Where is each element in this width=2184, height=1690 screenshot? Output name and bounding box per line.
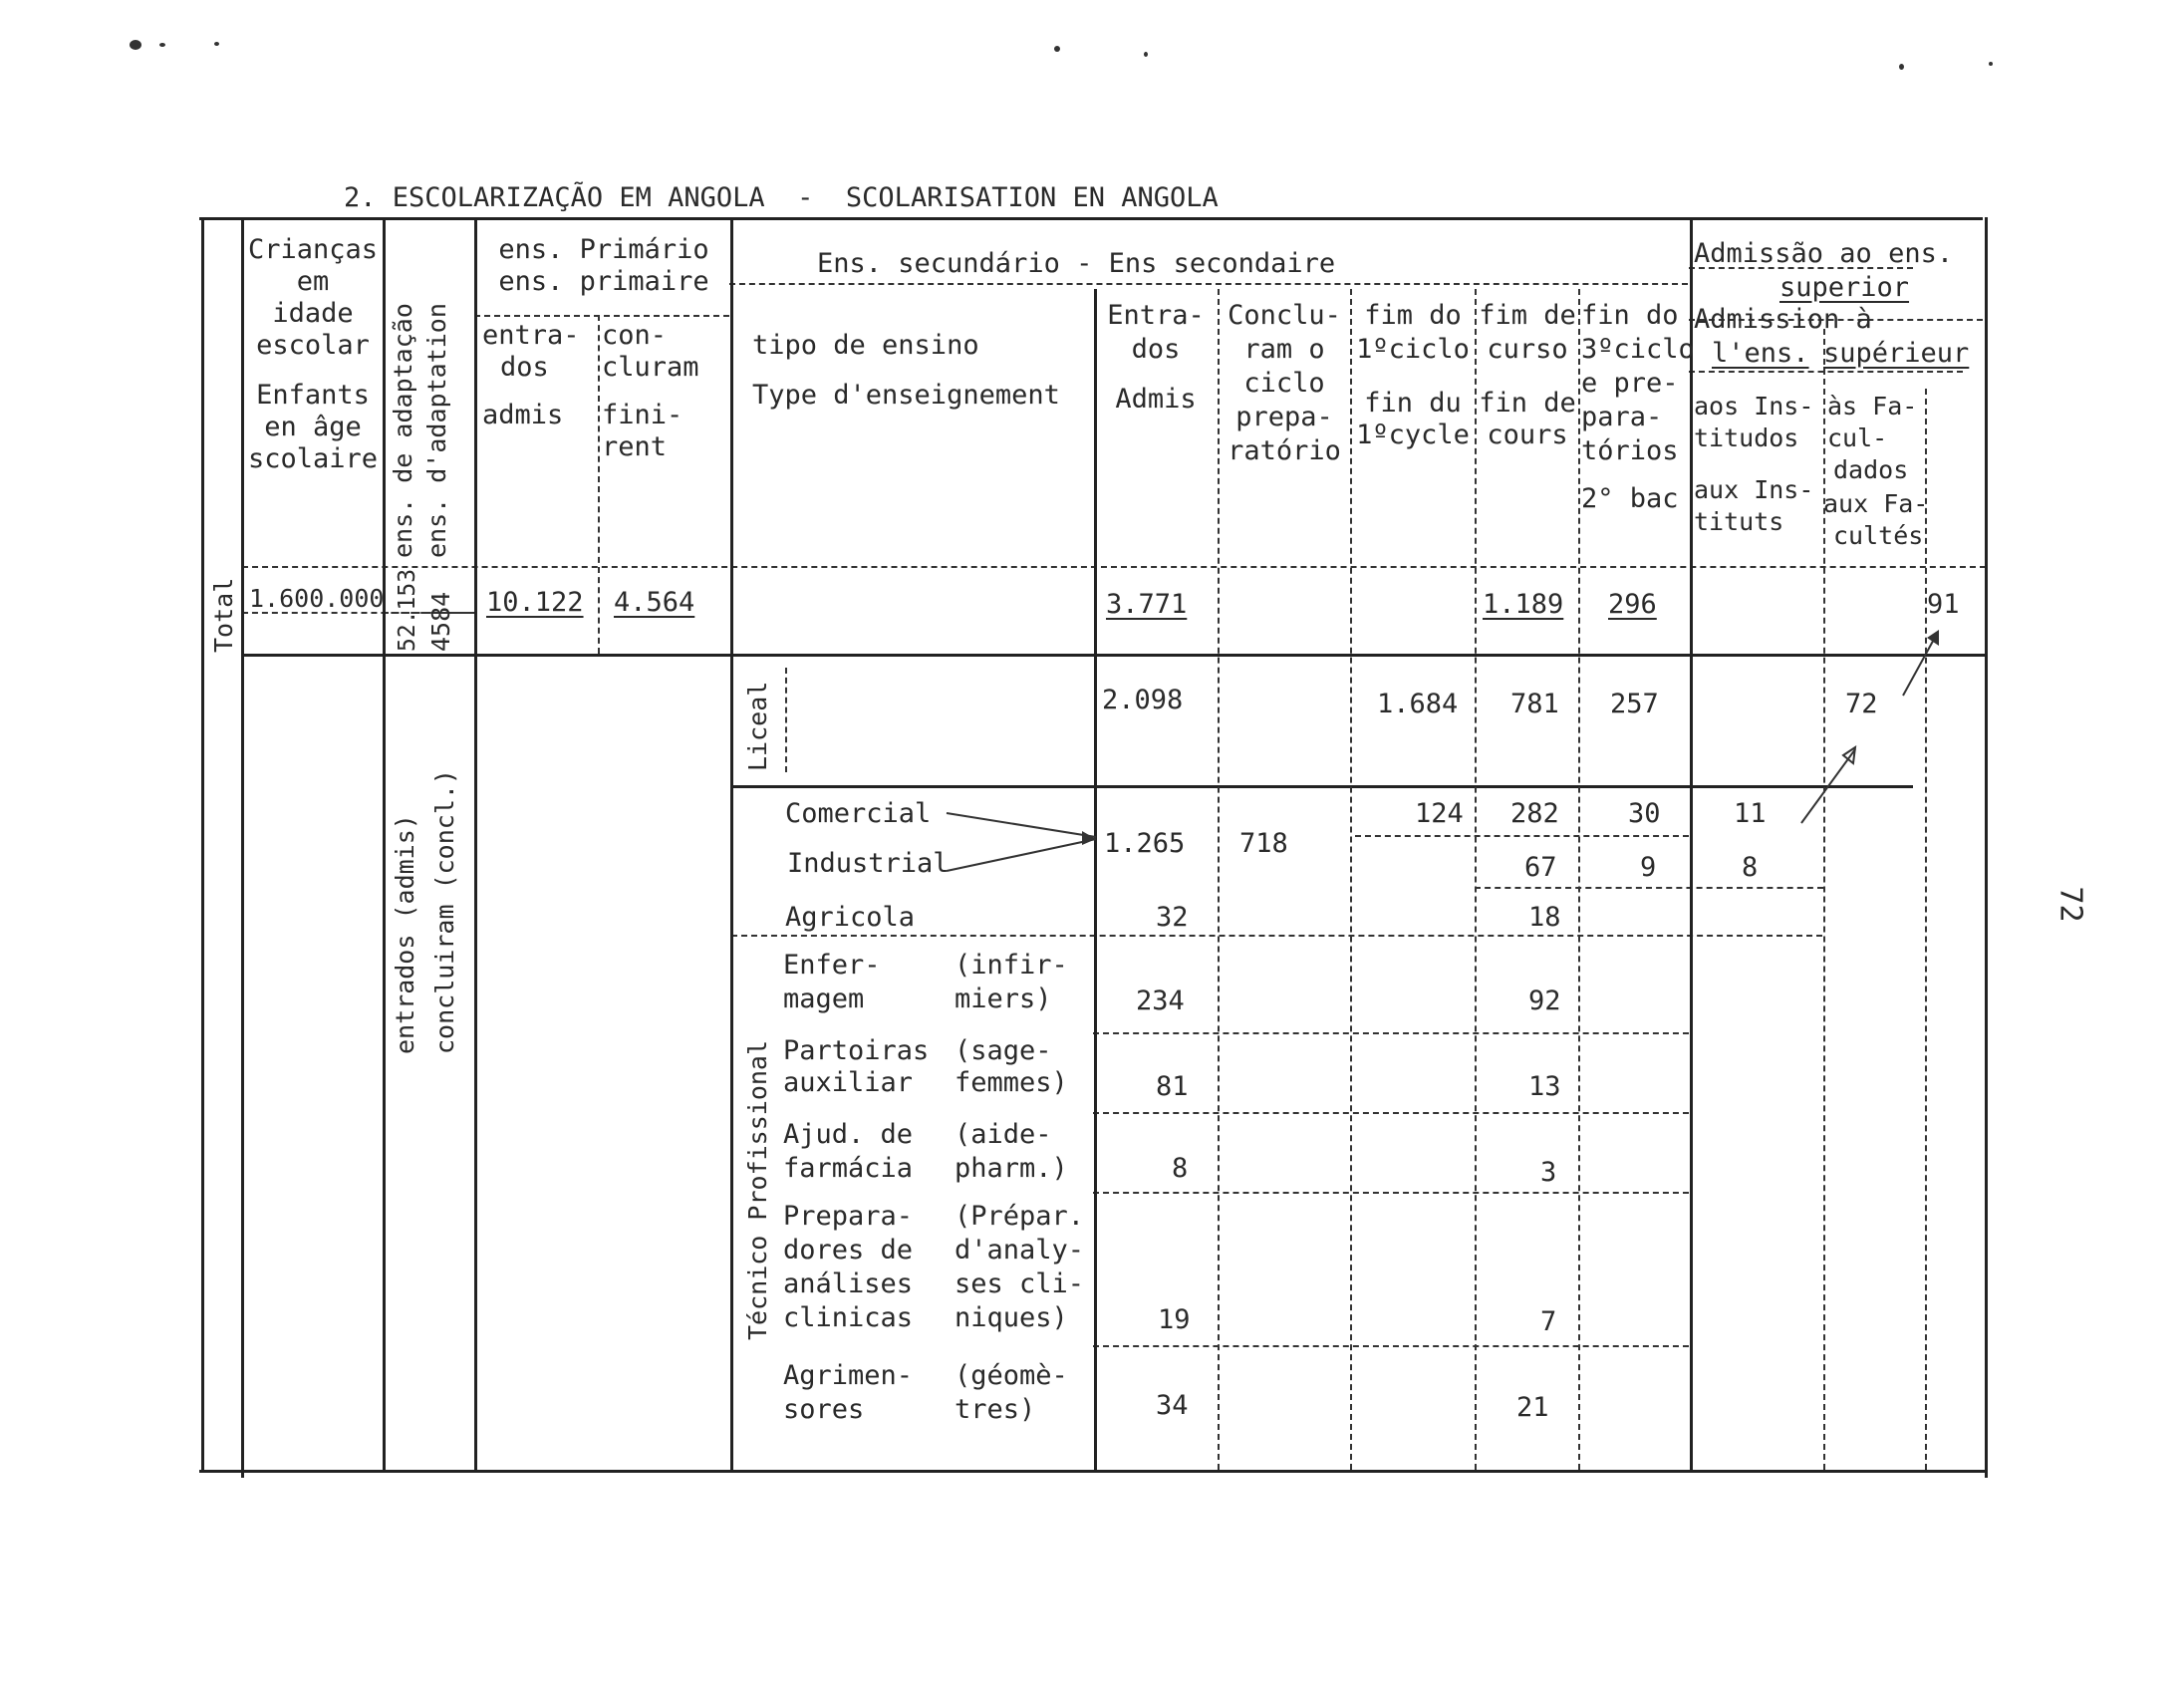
adaptacao-header-pt: ens. de adaptação bbox=[389, 303, 417, 558]
row-comercial-inst: 11 bbox=[1734, 798, 1767, 829]
row-preparadores-pt-3: análises bbox=[783, 1268, 914, 1299]
total-fimcurso: 1.189 bbox=[1483, 589, 1564, 620]
row-partoiras-pt-2: auxiliar bbox=[783, 1067, 914, 1098]
total-adapt-entrados: 52.153 bbox=[395, 568, 420, 652]
liceal-label: Liceal bbox=[743, 681, 772, 771]
row-comercial-label: Comercial bbox=[785, 798, 932, 829]
row-farmacia-entrados: 8 bbox=[1172, 1153, 1189, 1184]
admission-header: Admission à bbox=[1694, 304, 1872, 335]
primario-header-pt: ens. Primário bbox=[498, 234, 709, 265]
row-agricola-label: Agricola bbox=[785, 902, 916, 933]
row-industrial-label: Industrial bbox=[787, 848, 950, 879]
row-preparadores-pt-1: Prepara- bbox=[783, 1201, 914, 1232]
page-title: 2. ESCOLARIZAÇÃO EM ANGOLA - SCOLARISATION EN ANGOLA bbox=[344, 182, 1219, 213]
row-enfermagem-entrados: 234 bbox=[1136, 986, 1185, 1016]
tipo-ensino-header: tipo de ensino bbox=[752, 330, 979, 361]
total-prim-entrados: 10.122 bbox=[486, 587, 584, 618]
row-enfermagem-pt-2: magem bbox=[783, 984, 865, 1014]
row-agricola-fimcurso: 18 bbox=[1528, 902, 1561, 933]
row-farmacia-fimcurso: 3 bbox=[1540, 1157, 1557, 1188]
row-comercial-fim1: 124 bbox=[1415, 798, 1464, 829]
row-preparadores-fimcurso: 7 bbox=[1540, 1306, 1557, 1337]
total-sec-entrados: 3.771 bbox=[1106, 589, 1188, 620]
liceal-fimcurso: 781 bbox=[1510, 689, 1559, 719]
row-agricola-entrados: 32 bbox=[1156, 902, 1189, 933]
row-enfermagem-fr-1: (infir- bbox=[955, 950, 1068, 981]
row-farmacia-fr-1: (aide- bbox=[955, 1119, 1052, 1150]
arrow-comercial bbox=[947, 813, 1096, 837]
row-agrimensores-pt-1: Agrimen- bbox=[783, 1360, 914, 1391]
row-farmacia-pt-1: Ajud. de bbox=[783, 1119, 914, 1150]
total-criancas: 1.600.000 bbox=[249, 584, 385, 613]
row-enfermagem-fimcurso: 92 bbox=[1528, 986, 1561, 1016]
concluiram-concl-label: concluiram (concl.) bbox=[430, 769, 459, 1054]
row-preparadores-fr-4: niques) bbox=[955, 1302, 1068, 1333]
primario-header-fr: ens. primaire bbox=[498, 266, 709, 297]
arrow-head bbox=[1843, 747, 1855, 763]
liceal-entrados: 2.098 bbox=[1102, 685, 1184, 715]
tecnico-profissional-label: Técnico Profissional bbox=[743, 1039, 772, 1340]
arrow-head bbox=[1927, 630, 1939, 646]
admissao-header: Admissão ao ens. bbox=[1694, 238, 1954, 269]
row-preparadores-fr-1: (Prépar. bbox=[955, 1201, 1085, 1232]
superior-header: superior bbox=[1779, 272, 1910, 303]
type-enseignement-header: Type d'enseignement bbox=[752, 380, 1060, 411]
superieur-header: supérieur bbox=[1823, 338, 1970, 369]
row-agrimensores-entrados: 34 bbox=[1156, 1390, 1189, 1421]
row-preparadores-fr-3: ses cli- bbox=[955, 1268, 1085, 1299]
row-preparadores-pt-4: clinicas bbox=[783, 1302, 914, 1333]
row-comercial-concl: 718 bbox=[1239, 828, 1288, 859]
row-partoiras-pt-1: Partoiras bbox=[783, 1035, 930, 1066]
liceal-fim1: 1.684 bbox=[1377, 689, 1459, 719]
row-enfermagem-pt-1: Enfer- bbox=[783, 950, 881, 981]
row-farmacia-fr-2: pharm.) bbox=[955, 1153, 1068, 1184]
row-industrial-inst: 8 bbox=[1742, 852, 1759, 883]
total-fim3: 296 bbox=[1608, 589, 1657, 620]
total-prim-concl: 4.564 bbox=[614, 587, 695, 618]
row-comercial-entrados: 1.265 bbox=[1104, 828, 1186, 859]
row-industrial-fimcurso: 67 bbox=[1524, 852, 1557, 883]
arrow-industrial bbox=[947, 839, 1096, 871]
row-partoiras-fr-1: (sage- bbox=[955, 1035, 1052, 1066]
row-agrimensores-fr-2: tres) bbox=[955, 1394, 1036, 1425]
page-number: 72 bbox=[2052, 886, 2088, 923]
total-faculdades: 91 bbox=[1927, 589, 1960, 620]
row-preparadores-fr-2: d'analy- bbox=[955, 1235, 1085, 1266]
row-partoiras-fr-2: femmes) bbox=[955, 1067, 1068, 1098]
entrados-admis-label: entrados (admis) bbox=[391, 814, 419, 1054]
row-comercial-fim3: 30 bbox=[1628, 798, 1661, 829]
secundario-header: Ens. secundário - Ens secondaire bbox=[817, 248, 1336, 279]
row-partoiras-fimcurso: 13 bbox=[1528, 1071, 1561, 1102]
arrow-fac-total bbox=[1903, 634, 1937, 696]
row-agrimensores-fimcurso: 21 bbox=[1516, 1392, 1549, 1423]
adaptacao-header-fr: ens. d'adaptation bbox=[422, 303, 451, 558]
arrow-inst-fac bbox=[1801, 749, 1855, 823]
row-preparadores-entrados: 19 bbox=[1158, 1304, 1191, 1335]
row-agrimensores-pt-2: sores bbox=[783, 1394, 865, 1425]
lens-header: l'ens. bbox=[1712, 338, 1809, 369]
row-agrimensores-fr-1: (géomè- bbox=[955, 1360, 1068, 1391]
arrow-head bbox=[1082, 831, 1096, 845]
row-industrial-fim3: 9 bbox=[1640, 852, 1657, 883]
row-preparadores-pt-2: dores de bbox=[783, 1235, 914, 1266]
total-adapt-concl: 4584 bbox=[426, 591, 455, 652]
total-label: Total bbox=[209, 577, 238, 653]
row-comercial-fimcurso: 282 bbox=[1510, 798, 1559, 829]
liceal-faculdades: 72 bbox=[1845, 689, 1878, 719]
row-partoiras-entrados: 81 bbox=[1156, 1071, 1189, 1102]
liceal-fim3: 257 bbox=[1610, 689, 1659, 719]
row-farmacia-pt-2: farmácia bbox=[783, 1153, 914, 1184]
row-enfermagem-fr-2: miers) bbox=[955, 984, 1052, 1014]
